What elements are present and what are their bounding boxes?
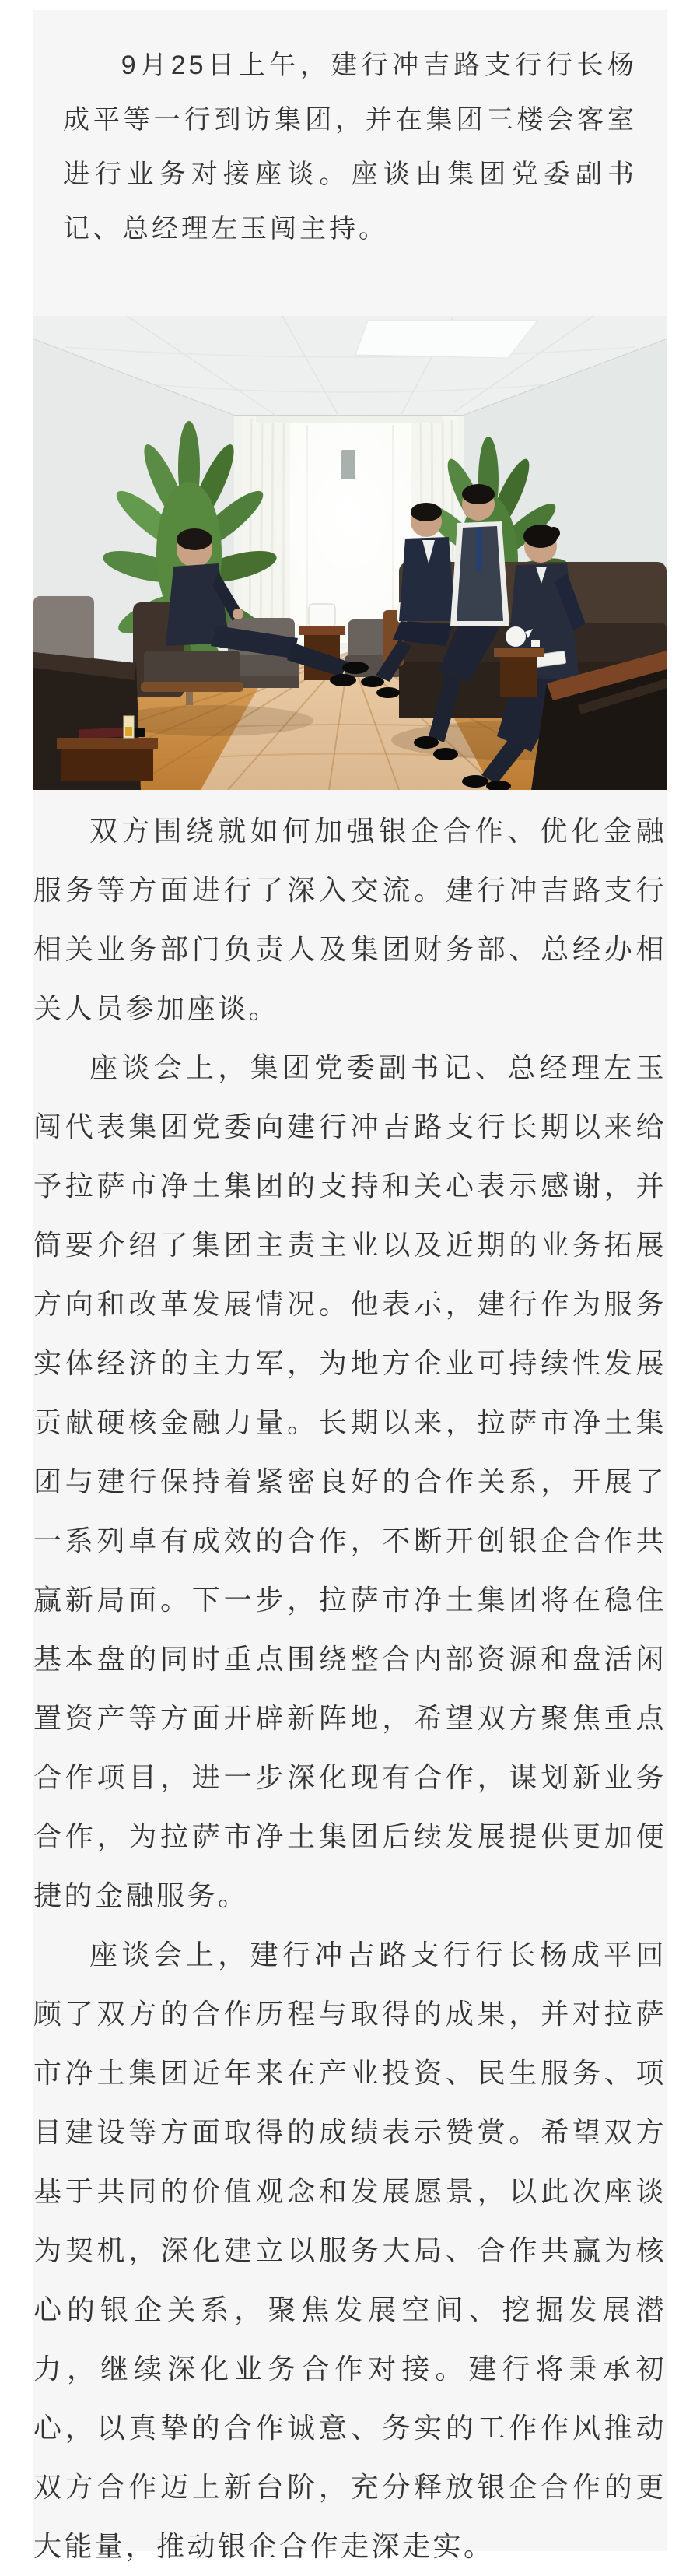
paragraph-zuo-remarks: 座谈会上，集团党委副书记、总经理左玉闯代表集团党委向建行冲吉路支行长期以来给予拉萨市净土集团的支持和关心表示感谢，并简要介绍了集团主责主业以及近期的业务拓展方向和改革发展情况。他表示，建行作为服务实体经济的主力军，为地方企业可持续性发展贡献硬核金融力量。长期以来，拉萨市净土集团与建行保持着紧密良好的合作关系，开展了一系列卓有成效的合作，不断开创银企合作共赢新局面。下一步，拉萨市净土集团将在稳住基本盘的同时重点围绕整合内部资源和盘活闲置资产等方面开辟新阵地，希望双方聚焦重点合作项目，进一步深化现有合作，谋划新业务合作，为拉萨市净土集团后续发展提供更加便捷的金融服务。 [33, 1051, 667, 1911]
paragraph-yang-remarks: 座谈会上，建行冲吉路支行行长杨成平回顾了双方的合作历程与取得的成果，并对拉萨市净土集团近年来在产业投资、民生服务、项目建设等方面取得的成绩表示赞赏。希望双方基于共同的价值观念和发展愿景，以此次座谈为契机，深化建立以服务大局、合作共赢为核心的银企关系，聚焦发展空间、挖掘发展潜力，继续深化业务合作对接。建行将秉承初心，以真挚的合作诚意、务实的工作作风推动双方合作迈上新台阶，充分释放银企合作的更大能量，推动银企合作走深走实。 [33, 1939, 667, 2562]
paragraph-intro: 9月25日上午，建行冲吉路支行行长杨成平等一行到访集团，并在集团三楼会客室进行业务对接座谈。座谈由集团党委副书记、总经理左玉闯主持。 [63, 51, 637, 244]
paragraph-overview: 双方围绕就如何加强银企合作、优化金融服务等方面进行了深入交流。建行冲吉路支行相关业务部门负责人及集团财务部、总经办相关人员参加座谈。 [33, 815, 667, 1024]
ceiling-light [355, 321, 537, 358]
content-card [33, 10, 667, 2562]
meeting-photo[interactable] [33, 316, 667, 790]
